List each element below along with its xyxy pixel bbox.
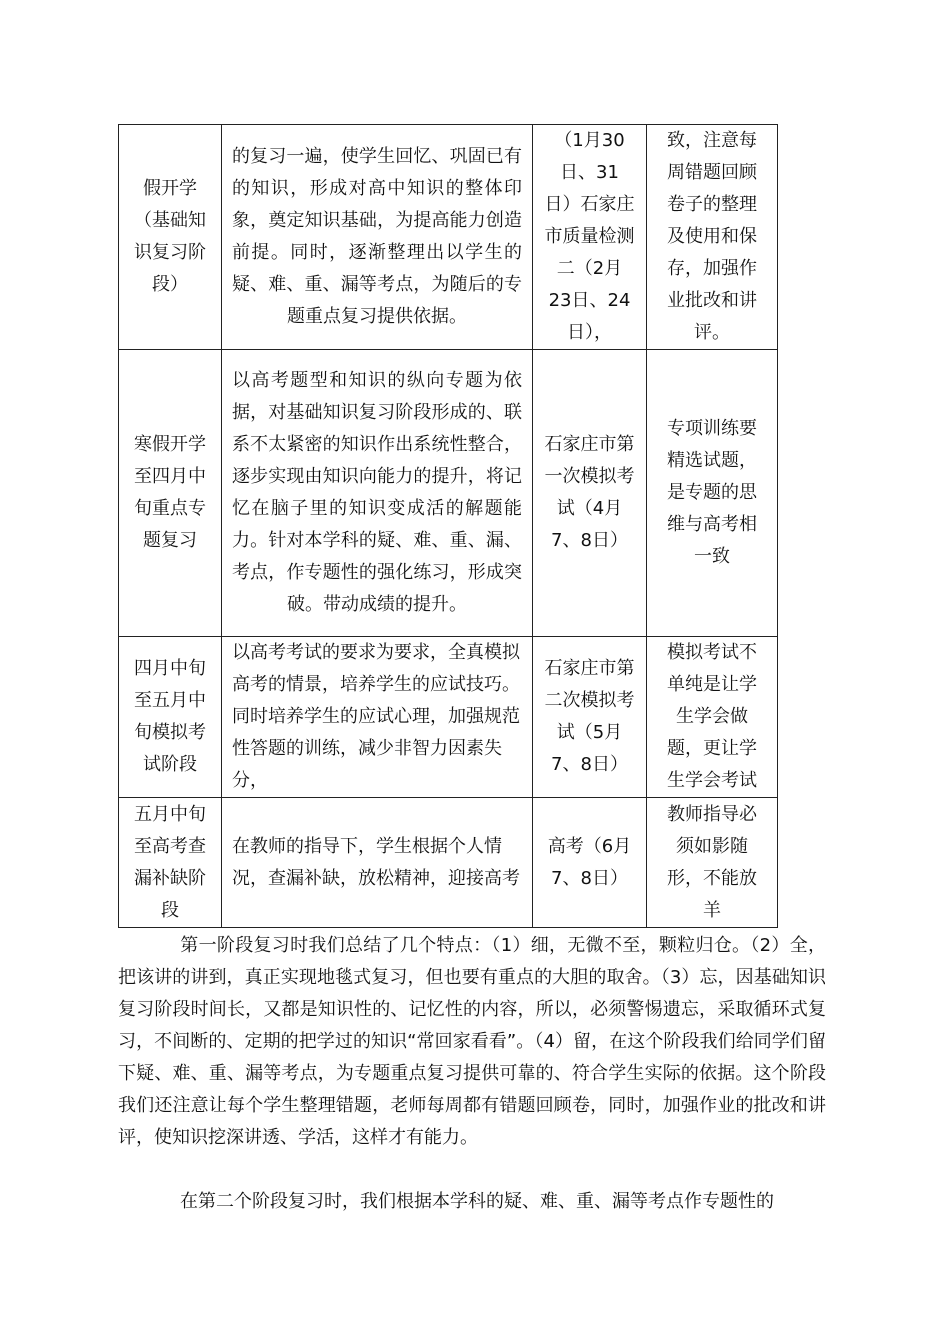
table-row: [119, 637, 778, 798]
content-cell: 在教师的指导下，学生根据个人情况，查漏补缺，放松精神，迎接高考: [222, 798, 533, 928]
stage-cell: 四月中旬 至五月中 旬模拟考 试阶段: [119, 637, 222, 798]
table-row: [119, 350, 778, 637]
note-cell: 专项训练要 精选试题， 是专题的思 维与高考相 一致: [647, 350, 778, 637]
review-plan-table: [118, 124, 778, 928]
body-paragraph: 第一阶段复习时我们总结了几个特点：（1）细，无微不至，颗粒归仓。（2）全，把该讲的讲到，真正实现地毯式复习，但也要有重点的大胆的取舍。（3）忘，因基础知识复习阶段时间长，又都是知识性的、记忆性的内容，所以，必须警惕遗忘，采取循环式复习，不间断的、定期的把学过的知识“常回家看看”。（4）留，在这个阶段我们给同学们留下疑、难、重、漏等考点，为专题重点复习提供可靠的、符合学生实际的依据。这个阶段我们还注意让每个学生整理错题，老师每周都有错题回顾卷，同时，加强作业的批改和讲评，使知识挖深讲透、学活，这样才有能力。: [118, 935, 826, 1148]
exam-cell: 高考（6月 7、8日）: [533, 798, 647, 928]
content-cell: 以高考题型和知识的纵向专题为依据，对基础知识复习阶段形成的、联系不太紧密的知识作出系统性整合，逐步实现由知识向能力的提升，将记忆在脑子里的知识变成活的解题能力。针对本学科的疑、难、重、漏、考点，作专题性的强化练习，形成突破。带动成绩的提升。: [222, 350, 533, 637]
table-row: [119, 798, 778, 928]
note-cell: 致，注意每 周错题回顾 卷子的整理 及使用和保 存，加强作 业批改和讲 评。: [647, 125, 778, 350]
table-row: [119, 125, 778, 350]
note-cell: 教师指导必 须如影随 形，不能放 羊: [647, 798, 778, 928]
content-cell: 以高考考试的要求为要求，全真模拟高考的情景，培养学生的应试技巧。同时培养学生的应试心理，加强规范性答题的训练，减少非智力因素失分，: [222, 637, 533, 798]
stage-cell: 寒假开学 至四月中 旬重点专 题复习: [119, 350, 222, 637]
content-cell: 的复习一遍，使学生回忆、巩固已有的知识，形成对高中知识的整体印象，奠定知识基础，为提高能力创造前提。同时，逐渐整理出以学生的疑、难、重、漏等考点，为随后的专题重点复习提供依据。: [222, 125, 533, 350]
note-cell: 模拟考试不 单纯是让学 生学会做 题，更让学 生学会考试: [647, 637, 778, 798]
exam-cell: 石家庄市第 一次模拟考 试（4月 7、8日）: [533, 350, 647, 637]
stage-cell: 五月中旬 至高考查 漏补缺阶 段: [119, 798, 222, 928]
exam-cell: 石家庄市第 二次模拟考 试（5月 7、8日）: [533, 637, 647, 798]
exam-cell: （1月30 日、31 日）石家庄 市质量检测 二（2月 23日、24 日），: [533, 125, 647, 350]
body-paragraph: 在第二个阶段复习时，我们根据本学科的疑、难、重、漏等考点作专题性的: [180, 1191, 774, 1212]
stage-cell: 假开学 （基础知 识复习阶 段）: [119, 125, 222, 350]
